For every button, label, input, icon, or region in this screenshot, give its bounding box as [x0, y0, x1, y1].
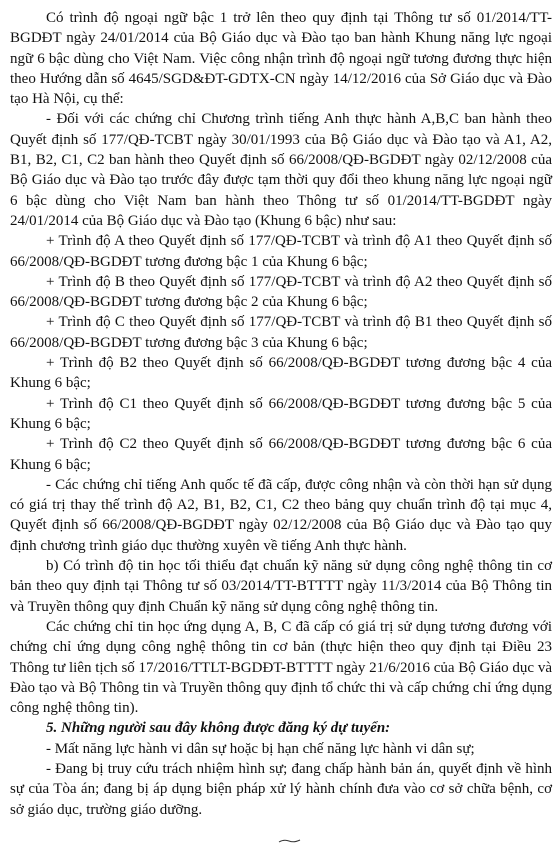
- list-item-criminal-liability: - Đang bị truy cứu trách nhiệm hình sự; đang chấp hành bản án, quyết định về hình sự của Tòa án; đang bị áp dụng biện pháp xử lý hành chính đưa vào cơ sở chữa bệnh, cơ sở giáo dục, trường giáo dưỡng.: [10, 760, 552, 818]
- list-item-level-c: + Trình độ C theo Quyết định số 177/QĐ-TCBT và trình độ B1 theo Quyết định số 66/2008/QĐ-BGDĐT tương đương bậc 3 của Khung 6 bậc;: [10, 314, 552, 351]
- list-item-level-a: + Trình độ A theo Quyết định số 177/QĐ-TCBT và trình độ A1 theo Quyết định số 66/2008/QĐ-BGDĐT tương đương bậc 1 của Khung 6 bậc;: [10, 233, 552, 270]
- paragraph-it-certificates: Các chứng chỉ tin học ứng dụng A, B, C đã cấp có giá trị sử dụng tương đương với chứng chỉ ứng dụng công nghệ thông tin cơ bản (thực hiện theo quy định tại Điều 23 Thông tư liên tịch số 17/2016/TTLT-BGDĐT-BTTTT ngày 21/6/2016 của Bộ Giáo dục và Đào tạo và Bộ Thông tin và Truyền thông quy định tổ chức thi và cấp chứng chỉ ứng dụng công nghệ thông tin).: [10, 618, 552, 717]
- paragraph-international-certificates: - Các chứng chỉ tiếng Anh quốc tế đã cấp, được công nhận và còn thời hạn sử dụng có giá trị thay thế trình độ A2, B1, B2, C1, C2 theo bảng quy chuẩn trình độ tại mục 4, Quyết định số 66/2008/QĐ-BGDĐT ngày 02/12/2008 của Bộ Giáo dục và Đào tạo quy định chương trình giáo dục thường xuyên về tiếng Anh thực hành.: [10, 476, 552, 554]
- page-bottom-mark: [278, 838, 302, 844]
- list-item-level-b2: + Trình độ B2 theo Quyết định số 66/2008/QĐ-BGDĐT tương đương bậc 4 của Khung 6 bậc;: [10, 355, 552, 392]
- list-item-level-c1: + Trình độ C1 theo Quyết định số 66/2008/QĐ-BGDĐT tương đương bậc 5 của Khung 6 bậc;: [10, 395, 552, 432]
- section-heading-ineligible: 5. Những người sau đây không được đăng ký dự tuyển:: [46, 720, 391, 737]
- list-item-level-b: + Trình độ B theo Quyết định số 177/QĐ-TCBT và trình độ A2 theo Quyết định số 66/2008/QĐ-BGDĐT tương đương bậc 2 của Khung 6 bậc;: [10, 273, 552, 311]
- document-body: [10, 8, 552, 820]
- paragraph-it-skills-requirement: b) Có trình độ tin học tối thiểu đạt chuẩn kỹ năng sử dụng công nghệ thông tin cơ bản theo quy định tại Thông tư số 03/2014/TT-BTTTT ngày 11/3/2014 của Bộ Thông tin và Truyền thông quy định Chuẩn kỹ năng sử dụng công nghệ thông tin.: [10, 558, 552, 615]
- list-item-civil-capacity: - Mất năng lực hành vi dân sự hoặc bị hạn chế năng lực hành vi dân sự;: [46, 740, 475, 757]
- paragraph-foreign-language-requirement: Có trình độ ngoại ngữ bậc 1 trở lên theo quy định tại Thông tư số 01/2014/TT-BGDĐT ngày 24/01/2014 của Bộ Giáo dục và Đào tạo ban hành Khung năng lực ngoại ngữ 6 bậc dùng cho Việt Nam. Việc công nhận trình độ ngoại ngữ tương đương thực hiện theo Hướng dẫn số 4645/SGD&ĐT-GDTX-CN ngày 14/12/2016 của Sở Giáo dục và Đào tạo Hà Nội, cụ thể:: [10, 10, 552, 108]
- list-item-level-c2: + Trình độ C2 theo Quyết định số 66/2008/QĐ-BGDĐT tương đương bậc 6 của Khung 6 bậc;: [10, 436, 552, 473]
- paragraph-certificate-conversion: - Đối với các chứng chỉ Chương trình tiếng Anh thực hành A,B,C ban hành theo Quyết định số 177/QĐ-TCBT ngày 30/01/1993 của Bộ Giáo dục và Đào tạo và A1, A2, B1, B2, C1, C2 ban hành theo Quyết định số 66/2008/QĐ-BGDĐT ngày 02/12/2008 của Bộ Giáo dục và Đào tạo trước đây được tạm thời quy đổi theo khung năng lực ngoại ngữ 6 bậc dùng cho Việt Nam ban hành theo Thông tư số 01/2014/TT-BGDĐT ngày 24/01/2014 của Bộ Giáo dục và Đào tạo (Khung 6 bậc) như sau:: [10, 111, 552, 229]
